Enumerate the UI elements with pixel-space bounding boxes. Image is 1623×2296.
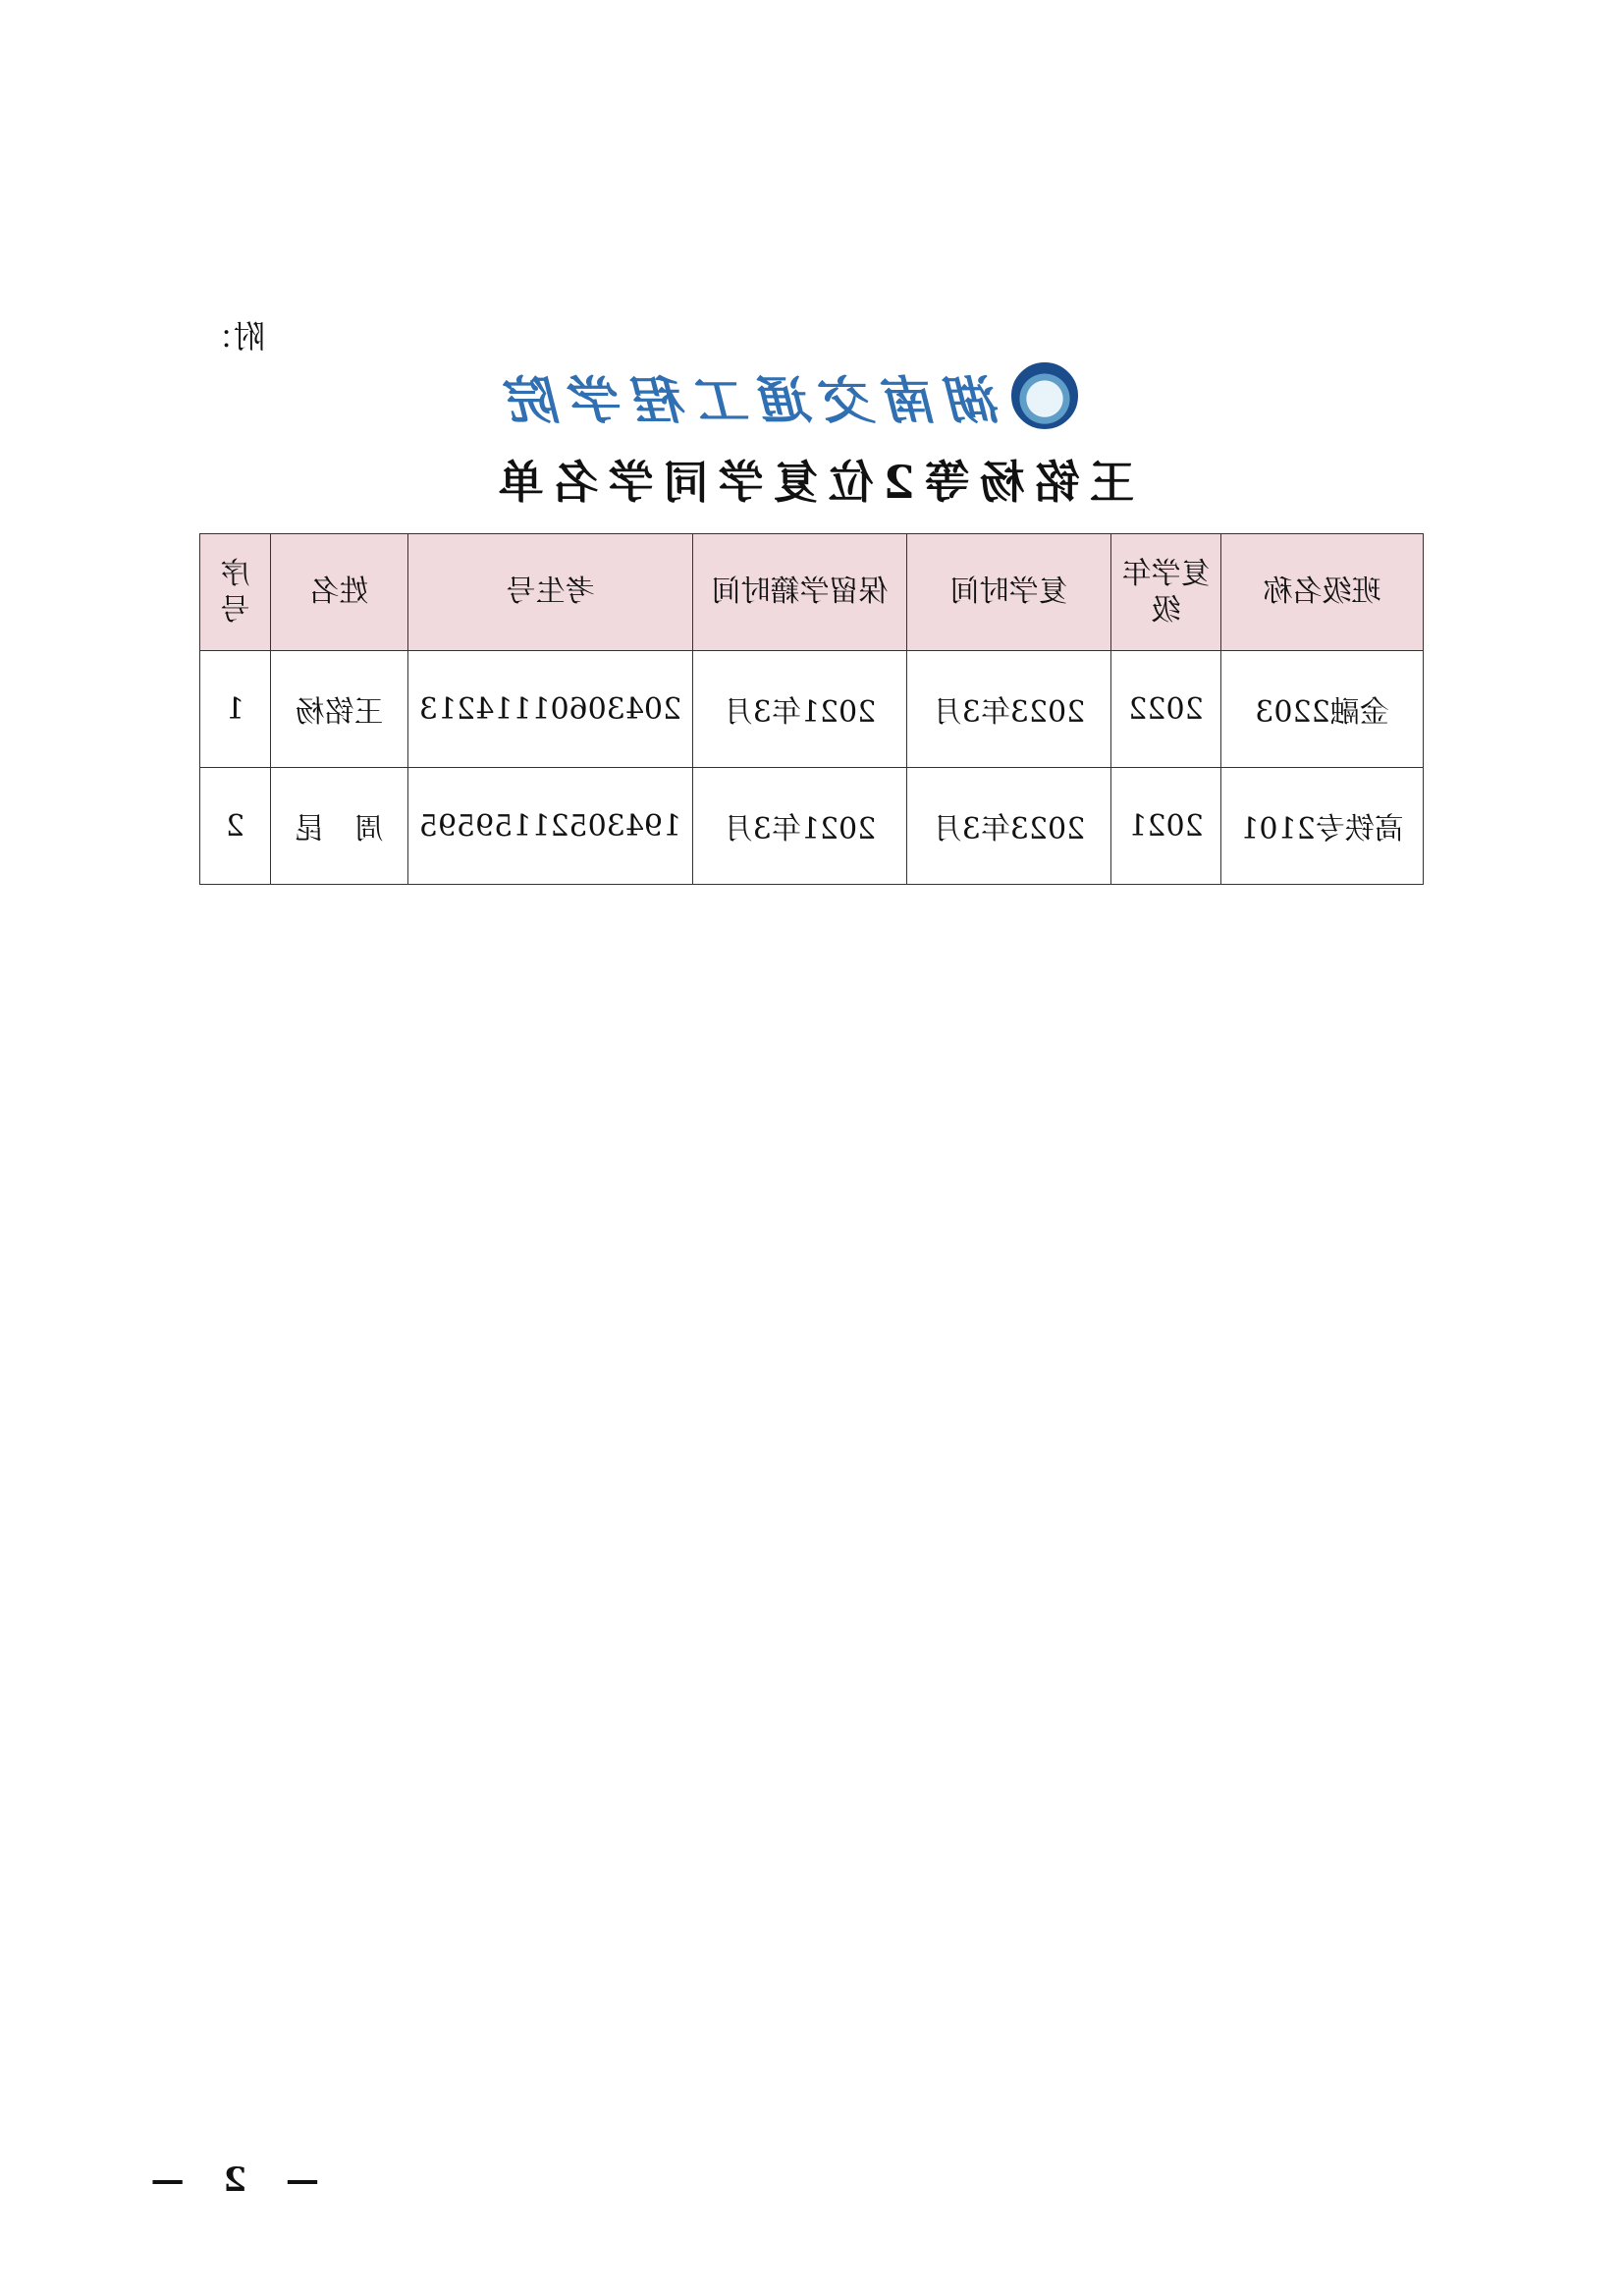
cell-index: 2 <box>200 768 271 885</box>
header-name: 姓名 <box>271 534 408 651</box>
student-table <box>199 533 1424 885</box>
cell-name: 周 昆 <box>271 768 408 885</box>
attachment-label: 附： <box>201 318 265 355</box>
cell-resume-grade: 2021 <box>1111 768 1221 885</box>
college-logo-text: 湖南交通工程学院 <box>498 370 1001 431</box>
cell-index: 1 <box>200 651 271 768</box>
cell-resume-time: 2023年3月 <box>907 651 1111 768</box>
college-logo <box>498 361 1078 431</box>
header-exam-number: 考生号 <box>408 534 693 651</box>
cell-exam-number: 20430601114213 <box>408 651 693 768</box>
table-header-row <box>200 534 1424 651</box>
header-resume-time: 复学时间 <box>907 534 1111 651</box>
cell-exam-number: 19430521159595 <box>408 768 693 885</box>
header-suspension-time: 保留学籍时间 <box>693 534 907 651</box>
cell-name: 王铭杨 <box>271 651 408 768</box>
header-index: 序号 <box>200 534 271 651</box>
cell-suspension-time: 2021年3月 <box>693 651 907 768</box>
table-row <box>200 768 1424 885</box>
cell-suspension-time: 2021年3月 <box>693 768 907 885</box>
page-number: — 2 — <box>136 2160 319 2200</box>
college-seal-icon <box>1011 362 1078 429</box>
cell-class-name: 高铁专2101 <box>1221 768 1424 885</box>
header-class-name: 班级名称 <box>1221 534 1424 651</box>
cell-class-name: 金融2203 <box>1221 651 1424 768</box>
cell-resume-time: 2023年3月 <box>907 768 1111 885</box>
table-row <box>200 651 1424 768</box>
page-title: 王铭杨等2位复学同学名单 <box>488 456 1135 509</box>
cell-resume-grade: 2022 <box>1111 651 1221 768</box>
header-resume-grade: 复学年级 <box>1111 534 1221 651</box>
